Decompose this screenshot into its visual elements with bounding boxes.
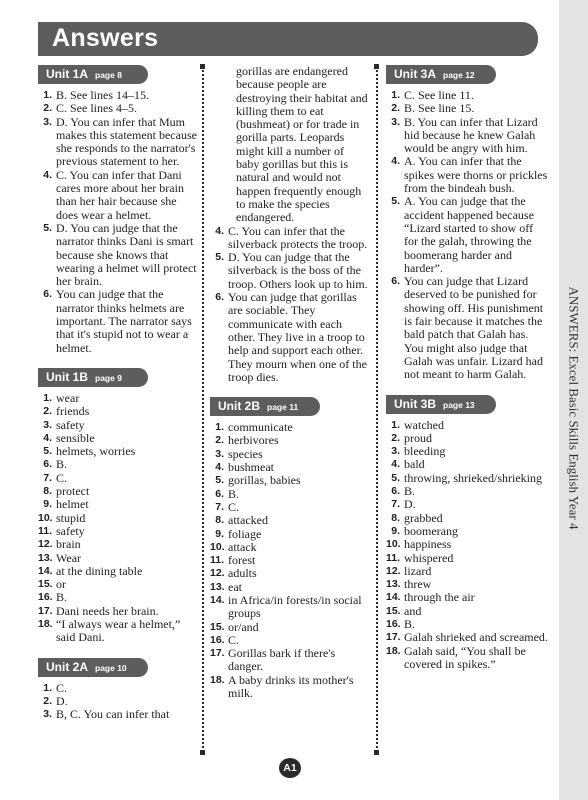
answer-item — [386, 578, 548, 591]
answer-number: 3. — [391, 445, 400, 458]
answer-number: 11. — [386, 551, 401, 564]
answer-number: 9. — [43, 498, 52, 511]
answer-item — [386, 275, 548, 381]
answer-number: 18. — [38, 617, 53, 630]
answer-number: 6. — [215, 487, 224, 500]
answer-item — [210, 634, 370, 647]
unit-heading — [210, 397, 320, 416]
answer-item — [386, 116, 548, 156]
answer-number: 4. — [391, 458, 400, 471]
unit-page: page 13 — [443, 399, 475, 410]
answer-text: helmet — [56, 497, 89, 512]
answer-item — [386, 645, 548, 672]
answer-text: C. See lines 4–5. — [56, 101, 137, 116]
answer-item — [210, 514, 370, 527]
answer-item — [38, 682, 198, 695]
answer-item — [38, 458, 198, 471]
answer-text: attacked — [228, 513, 268, 528]
answer-number: 15. — [38, 578, 53, 591]
divider-cap — [374, 64, 379, 69]
answer-text: C. — [56, 680, 68, 695]
answer-number: 14. — [210, 593, 225, 606]
answer-number: 14. — [38, 564, 53, 577]
divider-cap — [374, 750, 379, 755]
answer-item — [210, 647, 370, 674]
divider-cap — [200, 64, 205, 69]
answer-item — [386, 419, 548, 432]
answer-number: 17. — [38, 604, 53, 617]
answer-number: 3. — [391, 115, 400, 128]
answer-number: 16. — [38, 591, 53, 604]
answer-item — [386, 445, 548, 458]
unit-page: page 8 — [95, 70, 122, 80]
answer-number: 11. — [210, 554, 225, 567]
answer-text: bald — [404, 457, 425, 472]
answer-number: 5. — [43, 445, 52, 458]
unit-label: Unit 2A — [46, 659, 88, 674]
unit-heading — [38, 65, 148, 84]
answer-number: 8. — [391, 511, 400, 524]
answer-text: threw — [404, 577, 432, 592]
answer-text: sensible — [56, 430, 95, 445]
answer-number: 7. — [391, 498, 400, 511]
answer-text: A. You can infer that the spikes were thorns or prickles from the bindeah bush. — [404, 154, 548, 196]
answer-item — [386, 458, 548, 471]
answer-number: 13. — [38, 551, 53, 564]
answer-item — [386, 472, 548, 485]
answer-text: D. You can judge that the narrator thinks Dani is smart because she knows that wearing a helmet will protect her brain. — [56, 220, 197, 289]
answer-number: 4. — [215, 461, 224, 474]
answer-item — [386, 102, 548, 115]
answer-item — [210, 528, 370, 541]
answer-item — [210, 594, 370, 621]
answer-number: 11. — [38, 524, 53, 537]
answer-item — [38, 538, 198, 551]
answer-number: 15. — [386, 604, 401, 617]
answer-item — [210, 501, 370, 514]
answer-item — [386, 89, 548, 102]
answer-item — [210, 621, 370, 634]
answer-item — [38, 169, 198, 222]
answer-number: 10. — [210, 540, 225, 553]
answer-number: 1. — [391, 418, 400, 431]
answer-text: C. You can infer that Dani cares more about her brain than her hair because she does wear a helmet. — [56, 167, 184, 222]
answer-text: friends — [56, 404, 90, 419]
answer-item — [210, 488, 370, 501]
answer-number: 2. — [43, 405, 52, 418]
page-title: Answers — [52, 24, 159, 52]
answer-item — [38, 578, 198, 591]
answer-text: B. — [404, 616, 416, 631]
answer-number: 8. — [215, 514, 224, 527]
answer-item — [386, 565, 548, 578]
answer-number: 9. — [391, 524, 400, 537]
unit-label: Unit 3B — [394, 396, 436, 411]
answer-item — [38, 288, 198, 354]
answer-item — [210, 434, 370, 447]
answer-item — [38, 552, 198, 565]
answer-item — [386, 618, 548, 631]
answer-item — [210, 421, 370, 434]
answer-number: 18. — [386, 644, 401, 657]
unit-page: page 11 — [267, 402, 299, 413]
answer-number: 14. — [386, 591, 401, 604]
answer-number: 7. — [43, 471, 52, 484]
answer-number: 9. — [215, 527, 224, 540]
answer-item — [386, 512, 548, 525]
answer-text: happiness — [404, 537, 452, 552]
answer-item — [210, 581, 370, 594]
answer-item — [38, 485, 198, 498]
answer-number: 2. — [215, 434, 224, 447]
unit-heading — [38, 658, 148, 677]
answer-item — [210, 251, 370, 291]
answer-text: D. — [56, 693, 68, 708]
answer-item — [386, 498, 548, 511]
answer-text: B, C. You can infer that — [56, 707, 170, 722]
answer-number: 3. — [43, 115, 52, 128]
answer-item — [38, 472, 198, 485]
answer-number: 13. — [210, 580, 225, 593]
answer-item — [38, 116, 198, 169]
answer-number: 17. — [386, 631, 401, 644]
answer-number: 4. — [43, 431, 52, 444]
answer-number: 5. — [43, 221, 52, 234]
answer-text: stupid — [56, 510, 86, 525]
answer-text: C. You can infer that the silverback protects the troop. — [228, 223, 368, 251]
answer-text: You can judge that Lizard deserved to be punished for showing off. His punishment is fair because it matches the bald patch that Galah has. You might also judge that Galah was unfair. Lizard had not meant to harm Galah. — [404, 274, 544, 382]
answer-item — [38, 445, 198, 458]
answer-text: foliage — [228, 526, 262, 541]
unit-label: Unit 1B — [46, 369, 88, 384]
answer-item — [386, 195, 548, 275]
answer-text: C. See line 11. — [404, 88, 474, 102]
column-divider-right — [376, 66, 378, 752]
answer-item — [386, 591, 548, 604]
answer-item — [386, 155, 548, 195]
answer-number: 15. — [210, 620, 225, 633]
answer-item — [210, 461, 370, 474]
answer-text: D. You can judge that the silverback is the boss of the troop. Others look up to him. — [228, 250, 368, 291]
unit-label: Unit 3A — [394, 67, 436, 81]
answer-item — [210, 541, 370, 554]
unit-label: Unit 1A — [46, 67, 88, 81]
unit-heading — [386, 65, 496, 84]
unit-page: page 9 — [95, 372, 122, 383]
answer-text: gorillas, babies — [228, 473, 301, 488]
answer-text: wear — [56, 390, 80, 405]
answer-text: D. You can infer that Mum makes this statement because she responds to the narrator's previous statement to her. — [56, 114, 197, 169]
page-title-bar — [38, 22, 538, 56]
answer-text: bleeding — [404, 444, 446, 459]
answer-number: 2. — [43, 694, 52, 707]
answer-text: Galah shrieked and screamed. — [404, 630, 548, 645]
answer-text: D. — [404, 497, 416, 512]
unit-page: page 10 — [95, 662, 127, 673]
answer-number: 6. — [43, 458, 52, 471]
answer-number: 7. — [215, 500, 224, 513]
answer-item — [210, 448, 370, 461]
answer-item — [210, 225, 370, 252]
answer-text: B. You can infer that Lizard hid because he knew Galah would be angry with him. — [404, 114, 538, 156]
answer-number: 5. — [391, 195, 400, 208]
answer-item — [38, 89, 198, 102]
answer-text: bushmeat — [228, 460, 274, 475]
answer-item — [210, 567, 370, 580]
answer-text: safety — [56, 523, 85, 538]
side-label-container — [559, 168, 588, 648]
answer-item — [386, 432, 548, 445]
answer-text: A. You can judge that the accident happened because “Lizard started to show off for the galah, throwing the boomerang harder and harder”. — [404, 194, 534, 275]
answer-number: 3. — [215, 447, 224, 460]
answer-item — [38, 512, 198, 525]
unit-heading — [38, 368, 148, 387]
answer-item — [38, 222, 198, 288]
answer-text: eat — [228, 579, 242, 594]
answer-text: B. — [404, 484, 416, 499]
column-divider-left — [202, 66, 204, 752]
answer-text: and — [404, 603, 422, 618]
answer-number: 12. — [210, 567, 225, 580]
answer-number: 6. — [391, 275, 400, 288]
answer-number: 16. — [210, 633, 225, 646]
answer-text: C. — [228, 499, 240, 514]
answer-item — [38, 618, 198, 645]
answer-item — [38, 605, 198, 618]
answer-text: adults — [228, 566, 257, 581]
page-number: A1 — [279, 758, 301, 778]
answer-text: safety — [56, 417, 85, 432]
answer-number: 3. — [43, 418, 52, 431]
unit-page: page 12 — [443, 70, 475, 80]
answer-number: 2. — [43, 102, 52, 115]
answer-text: Galah said, “You shall be covered in spikes.” — [404, 643, 526, 671]
answer-number: 1. — [43, 89, 52, 101]
answer-item — [210, 291, 370, 384]
answer-number: 4. — [391, 155, 400, 168]
answer-text: or — [56, 577, 66, 592]
side-label: ANSWERS: Excel Basic Skills English Year 4 — [566, 286, 582, 530]
answer-text: herbivores — [228, 433, 279, 448]
answer-item — [38, 432, 198, 445]
answer-text: B. See lines 14–15. — [56, 88, 149, 102]
answers-column-2 — [210, 65, 370, 700]
answer-text: C. — [56, 470, 68, 485]
answer-item — [38, 525, 198, 538]
answer-number: 12. — [38, 538, 53, 551]
answer-number: 4. — [215, 224, 224, 237]
answer-number: 1. — [43, 681, 52, 694]
answer-number: 3. — [43, 708, 52, 721]
answer-text: forest — [228, 553, 256, 568]
answer-item — [210, 674, 370, 701]
answer-number: 5. — [215, 251, 224, 264]
answer-text: whispered — [404, 550, 454, 565]
answer-text: through the air — [404, 590, 475, 605]
answer-item — [386, 538, 548, 551]
answer-text: Wear — [56, 550, 82, 565]
answer-item — [38, 695, 198, 708]
answer-number: 4. — [43, 168, 52, 181]
answer-text: lizard — [404, 563, 432, 578]
answer-number: 5. — [215, 474, 224, 487]
answer-item — [38, 405, 198, 418]
answer-item — [386, 525, 548, 538]
answer-item — [38, 392, 198, 405]
answer-item — [38, 591, 198, 604]
answer-item — [38, 102, 198, 115]
unit-heading — [386, 395, 496, 414]
answer-item — [38, 565, 198, 578]
answer-item — [386, 485, 548, 498]
answer-text: in Africa/in forests/in social groups — [228, 592, 362, 621]
answer-number: 10. — [386, 538, 401, 551]
answer-item — [386, 631, 548, 644]
answer-text: Gorillas bark if there's danger. — [228, 646, 336, 674]
answer-text: B. — [56, 457, 68, 472]
answer-text: boomerang — [404, 523, 458, 538]
answer-text: or/and — [228, 619, 259, 634]
answer-text: protect — [56, 484, 90, 499]
unit-label: Unit 2B — [218, 399, 260, 414]
answer-continuation: gorillas are endangered because people are destroying their habitat and killing them to eat (bushmeat) or for trade in gorilla parts. Leopards might kill a number of baby gorillas but this is natural and would not happen frequently enough to make the species endangered. — [236, 64, 368, 225]
answer-number: 1. — [391, 89, 400, 101]
answer-item — [210, 474, 370, 487]
answer-item — [386, 552, 548, 565]
answer-number: 16. — [386, 617, 401, 630]
answers-column-1 — [38, 65, 198, 721]
answer-text: proud — [404, 430, 432, 445]
answer-number: 10. — [38, 511, 53, 524]
answer-number: 1. — [43, 391, 52, 404]
answer-number: 8. — [43, 485, 52, 498]
answer-text: attack — [228, 539, 257, 554]
answer-text: Dani needs her brain. — [56, 603, 159, 618]
answer-text: watched — [404, 417, 444, 432]
answer-number: 2. — [391, 431, 400, 444]
answer-item — [38, 708, 198, 721]
answer-text: grabbed — [404, 510, 443, 525]
answer-number: 6. — [391, 485, 400, 498]
answer-number: 1. — [215, 421, 224, 434]
answer-text: “I always wear a helmet,” said Dani. — [56, 616, 181, 645]
answer-text: at the dining table — [56, 563, 143, 578]
answer-text: communicate — [228, 420, 293, 435]
answer-item — [210, 554, 370, 567]
answer-item — [38, 498, 198, 511]
answer-text: species — [228, 446, 263, 461]
answer-text: helmets, worries — [56, 444, 136, 459]
answer-number: 6. — [215, 291, 224, 304]
divider-cap — [200, 750, 205, 755]
answer-text: B. See line 15. — [404, 101, 475, 116]
answer-text: C. — [228, 632, 240, 647]
answer-number: 17. — [210, 647, 225, 660]
answers-column-3 — [386, 65, 548, 671]
answer-number: 5. — [391, 471, 400, 484]
answer-number: 13. — [386, 578, 401, 591]
answer-text: You can judge that the narrator thinks helmets are important. The narrator says that it's stupid not to wear a helmet. — [56, 287, 192, 355]
answer-text: throwing, shrieked/shrieking — [404, 470, 542, 485]
answer-text: You can judge that gorillas are sociable. They communicate with each other. They live in a troop to help and support each other. They mourn when one of the troop dies. — [228, 290, 367, 384]
answer-item — [38, 419, 198, 432]
answer-item — [386, 605, 548, 618]
answer-text: B. — [56, 590, 68, 605]
answer-text: B. — [228, 486, 240, 501]
answer-number: 12. — [386, 564, 401, 577]
answer-number: 6. — [43, 288, 52, 301]
answer-text: A baby drinks its mother's milk. — [228, 672, 354, 701]
answer-text: brain — [56, 537, 81, 552]
answer-number: 18. — [210, 673, 225, 686]
answer-number: 2. — [391, 102, 400, 115]
